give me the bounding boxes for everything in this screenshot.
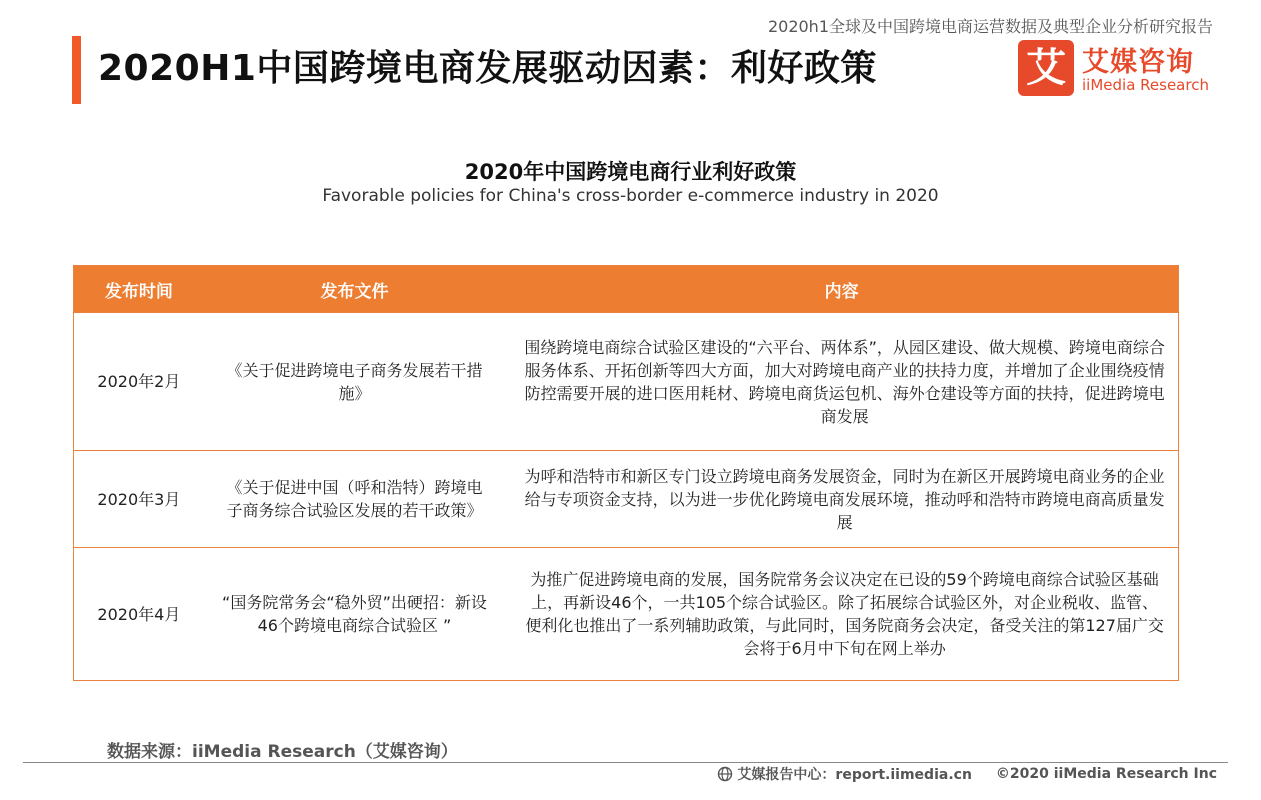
- page-title: 2020H1中国跨境电商发展驱动因素：利好政策: [98, 48, 877, 89]
- cell-time: 2020年4月: [97, 604, 181, 624]
- table-row: [74, 450, 1178, 547]
- data-source: 数据来源：iiMedia Research（艾媒咨询）: [107, 742, 458, 762]
- column-header-document: 发布文件: [320, 281, 389, 302]
- table-subtitle: Favorable policies for China's cross-border e-commerce industry in 2020: [322, 186, 939, 206]
- cell-content: 为呼和浩特市和新区专门设立跨境电商务发展资金，同时为在新区开展跨境电商业务的企业给与专项资金支持，以为进一步优化跨境电商发展环境，推动呼和浩特市跨境电商高质量发展: [524, 466, 1165, 532]
- footer-divider: [23, 762, 1228, 763]
- cell-document: 《关于促进跨境电子商务发展若干措施》: [226, 360, 483, 403]
- footer-copyright: ©2020 iiMedia Research Inc: [995, 766, 1217, 782]
- iimedia-logo: [1018, 40, 1218, 98]
- cell-content: 围绕跨境电商综合试验区建设的“六平台、两体系”，从园区建设、做大规模、跨境电商综合服务体系、开拓创新等四大方面，加大对跨境电商产业的扶持力度，并增加了企业围绕疫情防控需要开展的进口医用耗材、跨境电商货运包机、海外仓建设等方面的扶持，促进跨境电商发展: [524, 337, 1165, 426]
- policy-table: [73, 265, 1179, 681]
- cell-document: “国务院常务会“稳外贸”出硬招：新设46个跨境电商综合试验区 ”: [222, 593, 487, 635]
- title-accent-bar: [72, 36, 81, 104]
- table-title: 2020年中国跨境电商行业利好政策: [464, 160, 797, 184]
- table-header-row: [74, 266, 1178, 312]
- column-header-time: 发布时间: [104, 281, 173, 302]
- report-name: 2020h1全球及中国跨境电商运营数据及典型企业分析研究报告: [767, 17, 1213, 36]
- globe-icon: [717, 766, 733, 782]
- logo-name-cn: 艾媒咨询: [1082, 47, 1194, 78]
- logo-mark: 艾: [1018, 40, 1074, 96]
- table-row: [74, 312, 1178, 450]
- logo-name-en: iiMedia Research: [1082, 76, 1209, 94]
- footer: [717, 764, 1217, 784]
- column-header-content: 内容: [824, 281, 859, 302]
- footer-report-center[interactable]: 艾媒报告中心：report.iimedia.cn: [737, 767, 972, 783]
- cell-content: 为推广促进跨境电商的发展，国务院常务会议决定在已设的59个跨境电商综合试验区基础上，再新设46个，一共105个综合试验区。除了拓展综合试验区外，对企业税收、监管、便利化也推出了一系列辅助政策，与此同时，国务院商务会决定，备受关注的第127届广交会将于6月中下旬在网上举办: [525, 570, 1164, 658]
- table-row: [74, 547, 1178, 680]
- cell-time: 2020年3月: [97, 489, 181, 509]
- cell-document: 《关于促进中国（呼和浩特）跨境电子商务综合试验区发展的若干政策》: [226, 478, 483, 520]
- cell-time: 2020年2月: [97, 372, 181, 391]
